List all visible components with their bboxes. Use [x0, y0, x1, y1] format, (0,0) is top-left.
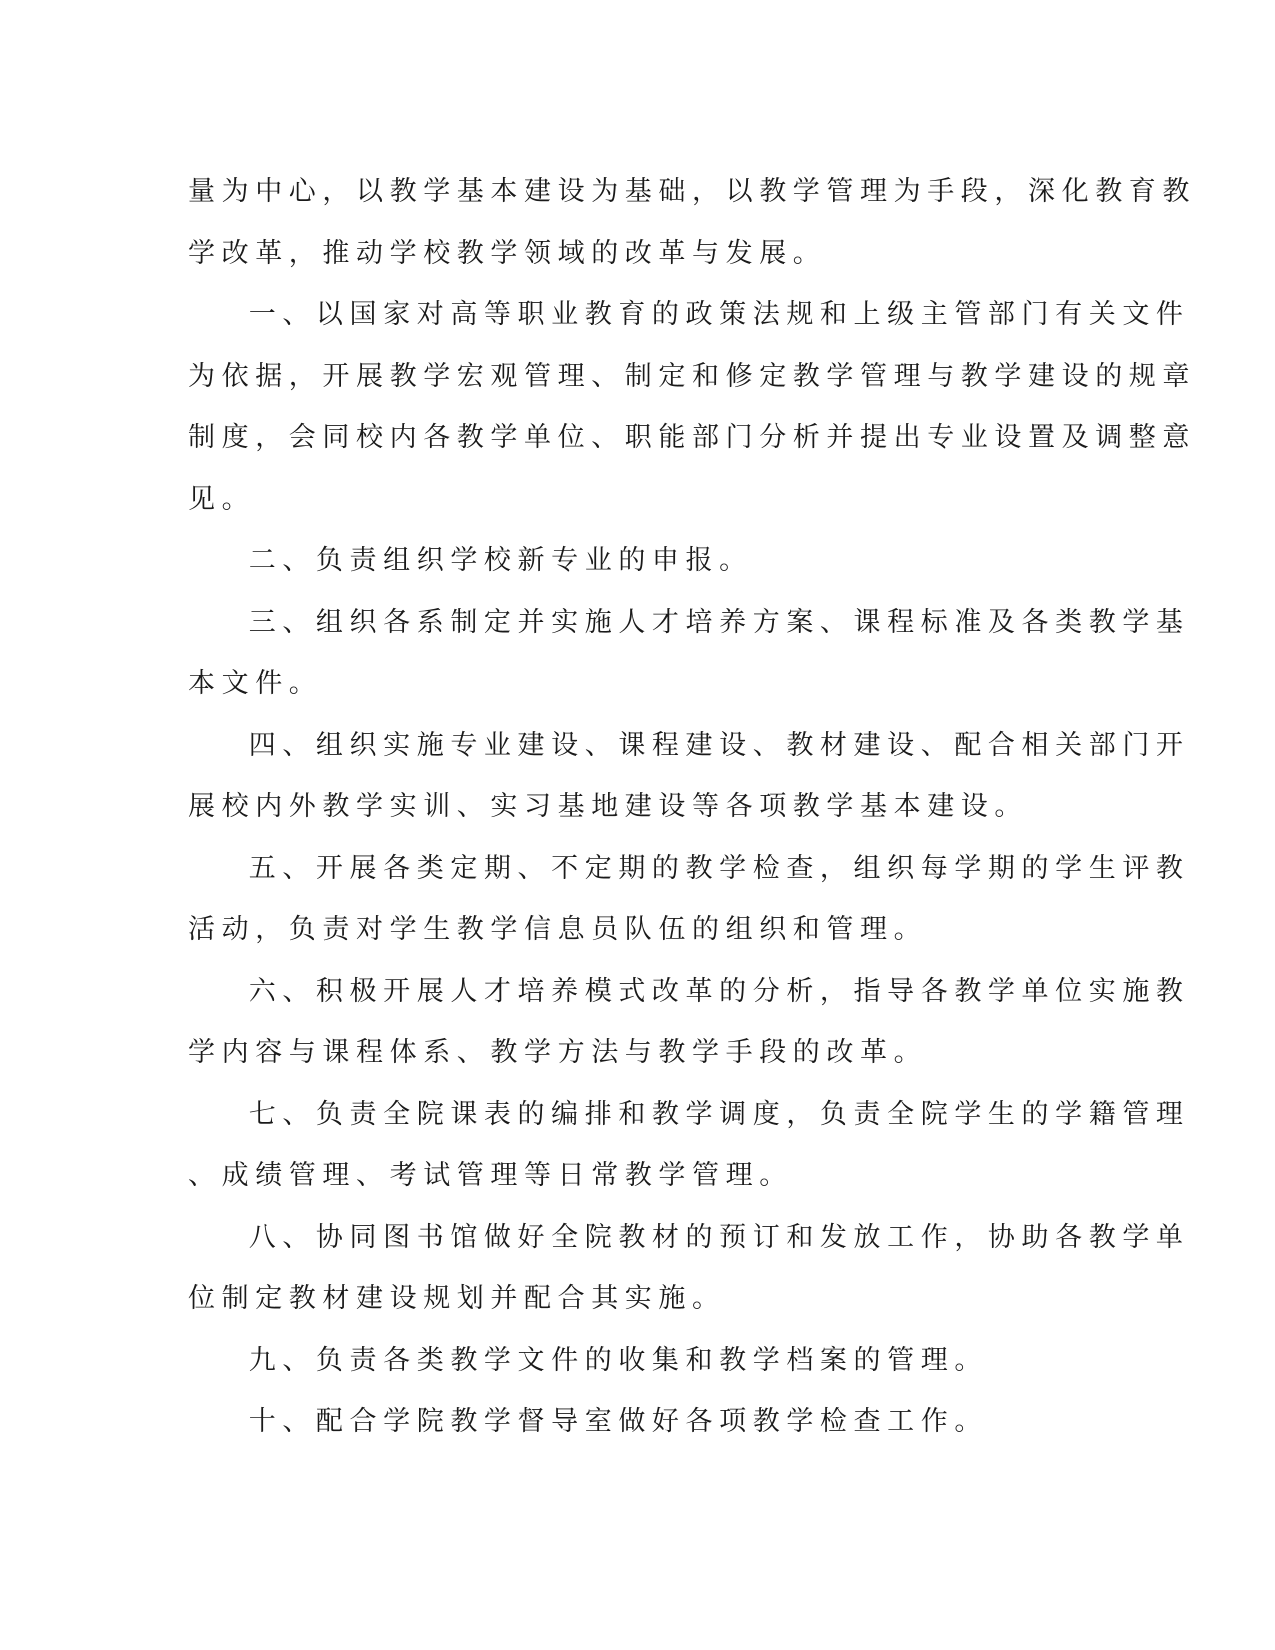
text-line: 五、开展各类定期、不定期的教学检查，组织每学期的学生评教 — [188, 852, 1190, 884]
text-line: 十、配合学院教学督导室做好各项教学检查工作。 — [188, 1406, 988, 1437]
text-line: 本文件。 — [188, 668, 323, 699]
text-line: 三、组织各系制定并实施人才培养方案、课程标准及各类教学基 — [188, 606, 1190, 638]
text-line: 量为中心，以教学基本建设为基础，以教学管理为手段，深化教育教 — [188, 176, 1196, 207]
text-line: 二、负责组织学校新专业的申报。 — [188, 545, 753, 576]
text-line: 九、负责各类教学文件的收集和教学档案的管理。 — [188, 1344, 988, 1376]
text-line: 见。 — [188, 483, 256, 515]
text-line: 、成绩管理、考试管理等日常教学管理。 — [188, 1160, 793, 1191]
text-line: 为依据，开展教学宏观管理、制定和修定教学管理与教学建设的规章 — [188, 360, 1196, 392]
text-line: 一、以国家对高等职业教育的政策法规和上级主管部门有关文件 — [188, 299, 1190, 330]
text-line: 学内容与课程体系、教学方法与教学手段的改革。 — [188, 1037, 928, 1068]
document-body — [188, 161, 1196, 1453]
text-line: 八、协同图书馆做好全院教材的预订和发放工作，协助各教学单 — [188, 1221, 1190, 1253]
text-line: 活动，负责对学生教学信息员队伍的组织和管理。 — [188, 914, 928, 945]
text-line: 展校内外教学实训、实习基地建设等各项教学基本建设。 — [188, 791, 1028, 822]
text-line: 七、负责全院课表的编排和教学调度，负责全院学生的学籍管理 — [188, 1098, 1190, 1130]
text-line: 位制定教材建设规划并配合其实施。 — [188, 1283, 726, 1314]
text-line: 六、积极开展人才培养模式改革的分析，指导各教学单位实施教 — [188, 975, 1190, 1007]
text-line: 制度，会同校内各教学单位、职能部门分析并提出专业设置及调整意 — [188, 422, 1196, 453]
text-line: 学改革，推动学校教学领域的改革与发展。 — [188, 237, 827, 269]
text-line: 四、组织实施专业建设、课程建设、教材建设、配合相关部门开 — [188, 729, 1190, 761]
